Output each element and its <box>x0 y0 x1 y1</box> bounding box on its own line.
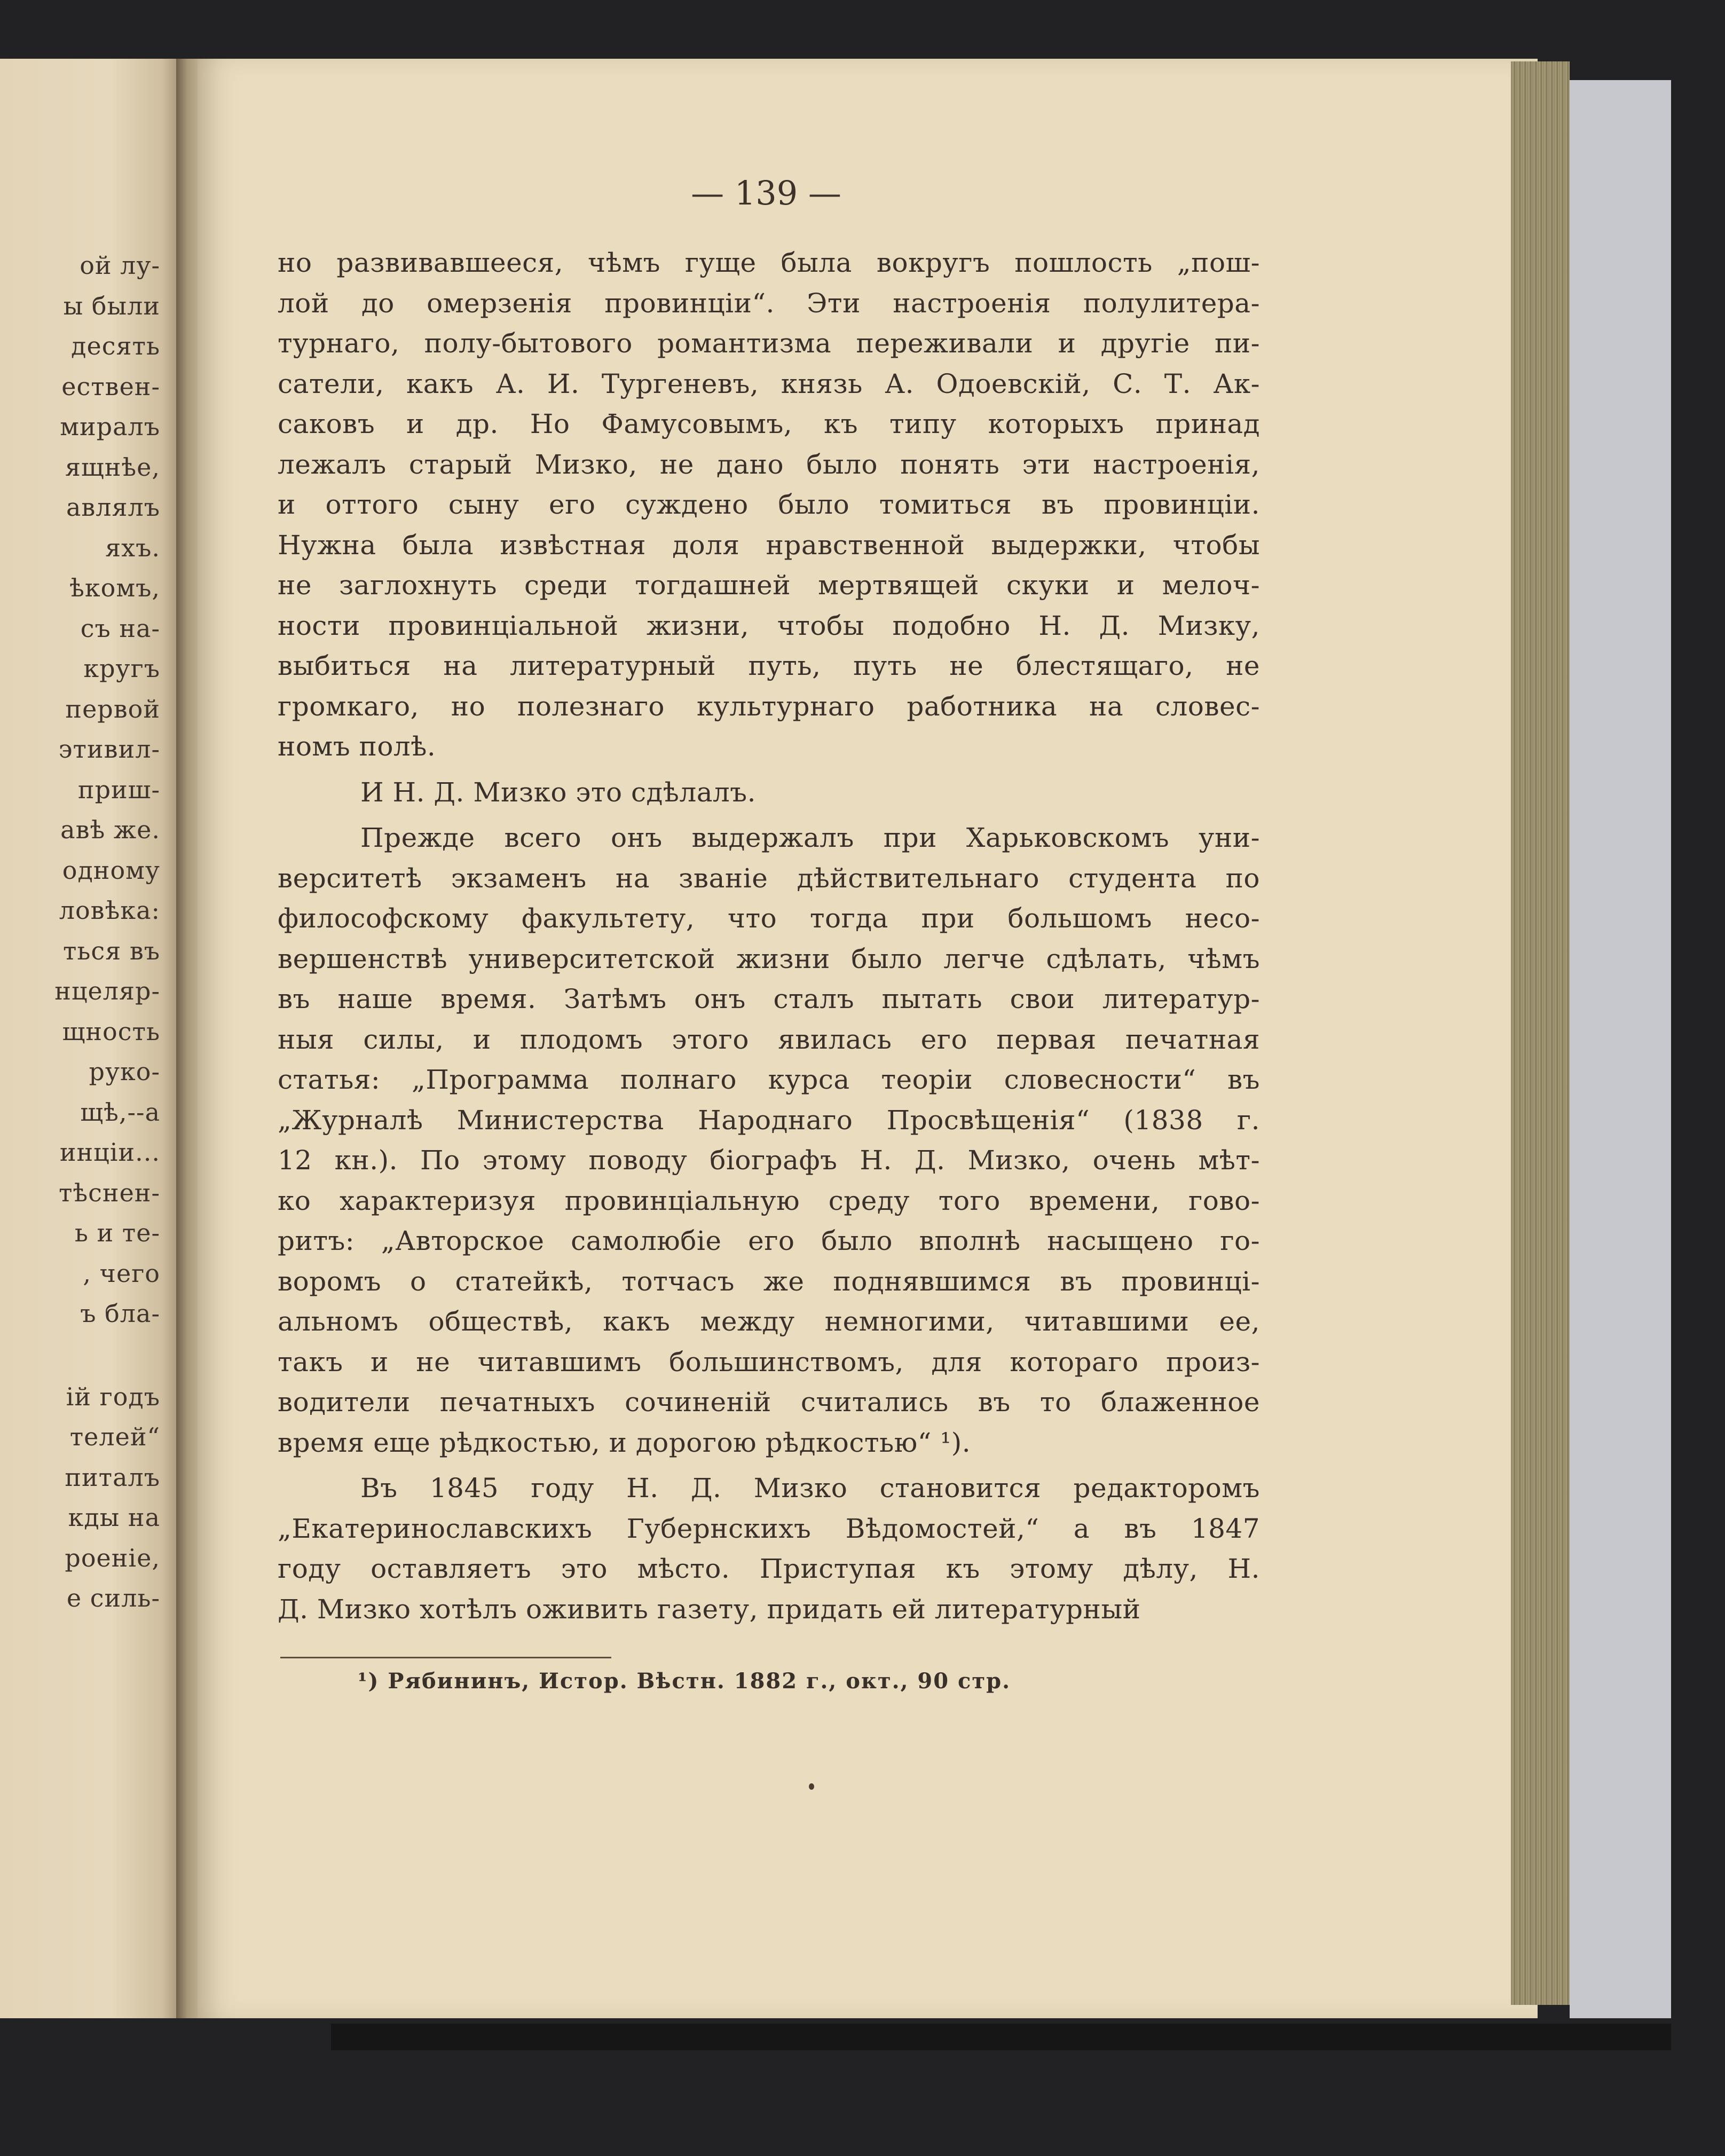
bottom-shadow <box>331 2024 1671 2050</box>
paragraph-gap <box>278 1463 1260 1468</box>
text-line: воромъ о статейкѣ, тотчасъ же поднявшимся въ провинці- <box>278 1265 1260 1297</box>
text-line: Прежде всего онъ выдержалъ при Харьковскомъ уни- <box>360 822 1260 853</box>
text-line: такъ и не читавшимъ большинствомъ, для котораго произ- <box>278 1346 1260 1378</box>
left-page-fragment: инціи... <box>59 1138 160 1167</box>
footnote-rule <box>280 1657 611 1658</box>
text-line: саковъ и др. Но Фамусовымъ, къ типу которыхъ принад <box>278 408 1260 439</box>
text-line: философскому факультету, что тогда при большомъ несо- <box>278 903 1260 934</box>
left-page-fragment: ѣкомъ, <box>69 573 160 602</box>
text-line: „Екатеринославскихъ Губернскихъ Вѣдомостей,“ а въ 1847 <box>278 1513 1260 1544</box>
text-line: Въ 1845 году Н. Д. Мизко становится редакторомъ <box>360 1473 1260 1504</box>
left-page-fragment: телей“ <box>69 1422 160 1451</box>
text-line: сатели, какъ А. И. Тургеневъ, князь А. Одоевскій, С. Т. Ак- <box>278 368 1260 399</box>
left-page-fragment: десять <box>71 332 160 360</box>
text-line: статья: „Программа полнаго курса теоріи словесности“ въ <box>278 1064 1260 1095</box>
footnote: ¹) Рябининъ, Истор. Вѣстн. 1882 г., окт., 90 стр. <box>358 1669 1011 1694</box>
text-line: не заглохнуть среди тогдашней мертвящей скуки и мелоч- <box>278 570 1260 601</box>
left-page-fragment: ь и те- <box>74 1218 160 1247</box>
text-line: вершенствѣ университетской жизни было легче сдѣлать, чѣмъ <box>278 943 1260 974</box>
left-page-fragment: этивил- <box>58 735 160 764</box>
page-edges <box>1511 61 1570 2005</box>
text-line: и оттого сыну его суждено было томиться въ провинціи. <box>278 489 1260 520</box>
left-page-fragment: ествен- <box>61 372 160 401</box>
left-page-fragment: нцеляр- <box>54 977 160 1005</box>
text-line: альномъ обществѣ, какъ между немногими, читавшими ее, <box>278 1306 1260 1337</box>
text-line: ности провинціальной жизни, чтобы подобно Н. Д. Мизку, <box>278 610 1260 641</box>
text-line: водители печатныхъ сочиненій считались въ то блаженное <box>278 1387 1260 1418</box>
left-page-fragment: ловѣка: <box>59 896 160 925</box>
left-page-fragment: , чего <box>83 1258 160 1288</box>
text-line: ныя силы, и плодомъ этого явилась его первая печатная <box>278 1024 1260 1055</box>
left-page-fragment: кругъ <box>83 654 160 683</box>
left-page-fragment: роеніе, <box>65 1543 160 1572</box>
text-line: турнаго, полу-бытового романтизма переживали и другіе пи- <box>278 328 1260 359</box>
left-page-fragment: авлялъ <box>66 493 160 522</box>
left-page-fragment: ій годъ <box>66 1382 160 1411</box>
body-text <box>278 243 1260 1630</box>
text-line: Д. Мизко хотѣлъ оживить газету, придать ей литературный <box>278 1593 1141 1625</box>
text-line: номъ полѣ. <box>278 731 436 762</box>
left-page-fragment: кды на <box>68 1503 160 1532</box>
left-page <box>0 59 184 2018</box>
left-page-fragment: ться въ <box>62 936 160 965</box>
left-page-fragment: приш- <box>77 775 160 804</box>
left-page-fragment: е силь- <box>66 1584 160 1612</box>
text-line: лежалъ старый Мизко, не дано было понять эти настроенія, <box>278 448 1260 480</box>
paragraph-gap <box>278 767 1260 773</box>
text-line: въ наше время. Затѣмъ онъ сталъ пытать свои литератур- <box>278 983 1260 1014</box>
text-line: „Журналѣ Министерства Народнаго Просвѣщенія“ (1838 г. <box>278 1104 1260 1136</box>
left-page-fragment: яхъ. <box>105 533 160 562</box>
left-page-fragment: ящнѣе, <box>65 452 160 482</box>
paper-speck <box>809 1783 814 1790</box>
left-page-fragment: ой лу- <box>80 251 160 280</box>
left-page-fragment: щѣ,--а <box>80 1097 160 1127</box>
page-number: — 139 — <box>691 174 841 213</box>
text-line: выбиться на литературный путь, путь не блестящаго, не <box>278 650 1260 681</box>
text-line: лой до омерзенія провинціи“. Эти настроенія полулитера- <box>278 287 1260 319</box>
text-line: ко характеризуя провинціальную среду того времени, гово- <box>278 1185 1260 1216</box>
text-line: время еще рѣдкостью, и дорогою рѣдкостью“ ¹). <box>278 1427 971 1458</box>
left-page-fragment: щность <box>62 1017 160 1046</box>
text-line: верситетѣ экзаменъ на званіе дѣйствительнаго студента по <box>278 862 1260 894</box>
text-line: И Н. Д. Мизко это сдѣлалъ. <box>360 776 757 808</box>
paragraph-gap <box>278 813 1260 818</box>
backing-sheet <box>1570 80 1671 2018</box>
left-page-fragment: одному <box>62 855 160 885</box>
left-page-fragment: первой <box>65 694 160 723</box>
left-page-fragment: ъ бла- <box>80 1299 160 1328</box>
left-page-fragment: тѣснен- <box>58 1178 160 1207</box>
left-page-fragment: миралъ <box>60 412 160 441</box>
left-page-fragment: авѣ же. <box>60 815 160 844</box>
left-page-fragment: питалъ <box>65 1462 160 1492</box>
text-line: 12 кн.). По этому поводу біографъ Н. Д. Мизко, очень мѣт- <box>278 1145 1260 1176</box>
left-page-fragment: руко- <box>89 1057 160 1086</box>
text-line: ритъ: „Авторское самолюбіе его было вполнѣ насыщено го- <box>278 1225 1260 1256</box>
left-page-fragment: съ на- <box>80 613 160 643</box>
left-page-fragment: ы были <box>63 291 160 320</box>
text-line: Нужна была извѣстная доля нравственной выдержки, чтобы <box>278 529 1260 561</box>
text-line: громкаго, но полезнаго культурнаго работника на словес- <box>278 690 1260 722</box>
text-line: но развивавшееся, чѣмъ гуще была вокругъ пошлость „пош- <box>278 247 1260 278</box>
text-line: году оставляетъ это мѣсто. Приступая къ этому дѣлу, Н. <box>278 1553 1260 1584</box>
